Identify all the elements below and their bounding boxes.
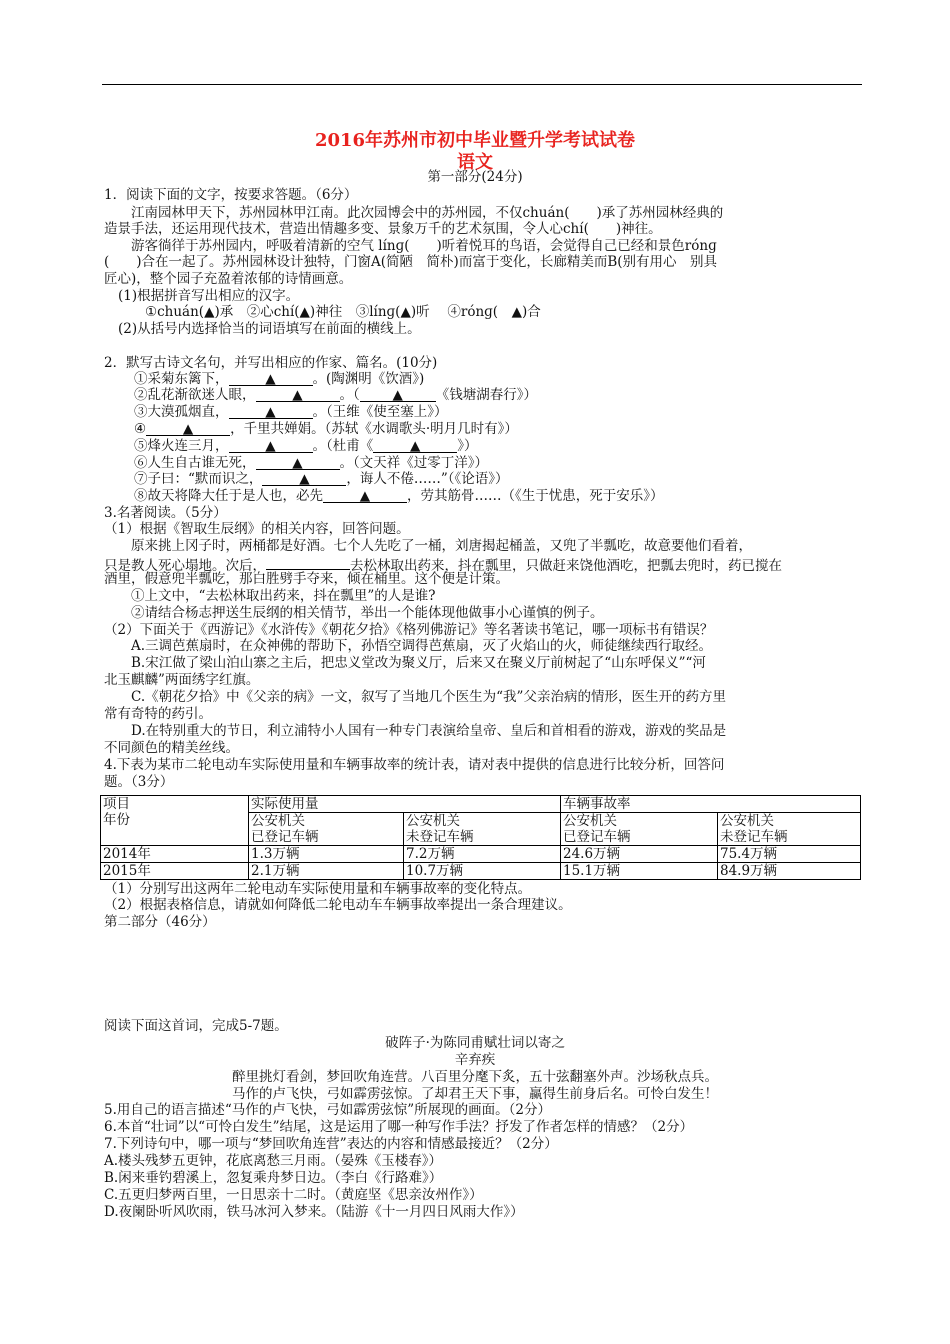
q2-line: ⑧故天将降大任于是人也，必先 ▲ ，劳其筋骨……（《生于忧患，死于安乐》）	[134, 488, 664, 504]
q4-sub1: （1）分别写出这两年二轮电动车实际使用量和车辆事故率的变化特点。	[104, 881, 532, 897]
poem-line: 马作的卢飞快，弓如霹雳弦惊。了却君王天下事，赢得生前身后名。可怜白发生！	[232, 1086, 718, 1102]
part1-heading: 第一部分(24分)	[427, 169, 523, 185]
table-header-cell: 公安机关 未登记车辆	[718, 813, 861, 846]
table-cell: 75.4万辆	[718, 846, 861, 863]
q2-line: ⑤烽火连三月， ▲ 。（杜甫《 ▲ 》）	[134, 438, 478, 454]
q3-option-d: 不同颜色的精美丝线。	[104, 740, 239, 756]
answer-blank[interactable]: ▲	[229, 437, 313, 453]
answer-blank[interactable]: ▲	[323, 487, 407, 503]
table-header-cell: 车辆事故率	[561, 796, 861, 813]
answer-blank[interactable]: ▲	[146, 420, 230, 436]
table-row	[101, 846, 861, 863]
answer-blank[interactable]: ▲	[373, 437, 457, 453]
poem-title: 破阵子·为陈同甫赋壮词以寄之	[385, 1035, 565, 1051]
subject-title: 语文	[457, 152, 493, 173]
answer-blank[interactable]: ▲	[360, 386, 436, 402]
exam-title: 2016年苏州市初中毕业暨升学考试试卷	[314, 130, 636, 151]
q1-paragraph-line: 江南园林甲天下，苏州园林甲江南。此次园博会中的苏州园，不仅chuán( )承了苏州园林经典的	[131, 205, 724, 221]
table-cell: 1.3万辆	[249, 846, 404, 863]
q7-option-d: D.夜阑卧听风吹雨，铁马冰河入梦来。（陆游《十一月四日风雨大作》）	[104, 1204, 524, 1220]
table-cell: 2014年	[101, 846, 249, 863]
q2-line: ⑥人生自古谁无死， ▲ 。（文天祥《过零丁洋》）	[134, 455, 488, 471]
q2-line: ①采菊东篱下， ▲ 。(陶渊明《饮酒》)	[134, 371, 425, 387]
q3-option-c: C.《朝花夕拾》中《父亲的病》一文，叙写了当地几个医生为“我”父亲治病的情形，医生开的药方里	[131, 689, 726, 705]
answer-blank[interactable]: ▲	[256, 454, 340, 470]
q6: 6.本首“壮词”以“可怜白发生”结尾，这是运用了哪一种写作手法？抒发了作者怎样的情感？（2分）	[104, 1119, 694, 1135]
header-rule	[102, 84, 862, 85]
part2-heading: 第二部分（46分）	[104, 914, 216, 930]
q2-line: ②乱花渐欲迷人眼， ▲ 。（ ▲ 《钱塘湖春行》）	[134, 387, 537, 403]
q2-line: ③大漠孤烟直， ▲ 。（王维《使至塞上》）	[134, 404, 448, 420]
poem-intro: 阅读下面这首词，完成5-7题。	[104, 1018, 288, 1034]
q4-heading: 题。（3分）	[104, 774, 174, 790]
q7-option-a: A.楼头残梦五更钟，花底离愁三月雨。（晏殊《玉楼春》）	[104, 1153, 443, 1169]
table-header-cell: 公安机关 未登记车辆	[404, 813, 561, 846]
q4-heading: 4.下表为某市二轮电动车实际使用量和车辆事故率的统计表，请对表中提供的信息进行比较分析，回答问	[104, 757, 725, 773]
q3-heading: 3.名著阅读。（5分）	[104, 505, 227, 521]
poem-author: 辛弃疾	[454, 1052, 496, 1068]
q3-excerpt-line: 原来挑上冈子时，两桶都是好酒。七个人先吃了一桶，刘唐揭起桶盖，又兜了半瓢吃，故意要他们看着，	[131, 538, 752, 554]
q2-heading: 2．默写古诗文名句，并写出相应的作家、篇名。(10分)	[104, 355, 438, 371]
q3-sub1: （1）根据《智取生辰纲》的相关内容，回答问题。	[104, 521, 410, 537]
q1-sub1-items: ①chuán(▲)承 ②心chí(▲)神往 ③línɡ(▲)听 ④rónɡ( ▲)合	[145, 304, 541, 320]
q5: 5.用自己的语言描述“马作的卢飞快，弓如霹雳弦惊”所展现的画面。（2分）	[104, 1102, 552, 1118]
q1-sub2: (2)从括号内选择恰当的词语填写在前面的横线上。	[118, 321, 421, 337]
table-cell: 2015年	[101, 863, 249, 880]
table-cell: 24.6万辆	[561, 846, 718, 863]
q3-option-c: 常有奇特的药引。	[104, 706, 212, 722]
q3-option-b: 北玉麒麟”两面绣字红旗。	[104, 672, 260, 688]
q1-heading: 1．阅读下面的文字，按要求答题。（6分）	[104, 187, 358, 203]
poem-line: 醉里挑灯看剑，梦回吹角连营。八百里分麾下炙，五十弦翻塞外声。沙场秋点兵。	[232, 1069, 718, 1085]
table-header-cell: 实际使用量	[249, 796, 561, 813]
table-header-cell: 公安机关 已登记车辆	[561, 813, 718, 846]
answer-blank[interactable]: ▲	[229, 370, 313, 386]
q3-option-a: A.三调芭蕉扇时，在众神佛的帮助下，孙悟空调得芭蕉扇，灭了火焰山的火，师徒继续西行取经。	[131, 638, 713, 654]
q2-line: ⑦子曰：“默而识之， ▲ ，诲人不倦……”（《论语》）	[134, 471, 509, 487]
table-cell: 7.2万辆	[404, 846, 561, 863]
q2-line: ④ ▲ ，千里共婵娟。（苏轼《水调歌头·明月几时有》）	[134, 421, 518, 437]
answer-blank[interactable]: ▲	[229, 403, 313, 419]
q1-paragraph-line: 造景手法，还运用现代技术，营造出情趣多变、景象万千的艺术氛围，令人心chí( )神往。	[104, 221, 662, 237]
answer-blank[interactable]: ▲	[256, 386, 340, 402]
table-row	[101, 863, 861, 880]
q1-paragraph-line: ( )合在一起了。苏州园林设计独特，门窗A(简陋 简朴)而富于变化，长廊精美而B(别有用心 别具	[104, 254, 718, 270]
q3-sub2: （2）下面关于《西游记》《水浒传》《朝花夕拾》《格列佛游记》等名著读书笔记，哪一项标书有错误？	[104, 622, 714, 638]
q7-heading: 7.下列诗句中，哪一项与“梦回吹角连营”表达的内容和情感最接近？（2分）	[104, 1136, 558, 1152]
q1-paragraph-line: 匠心)，整个园子充盈着浓郁的诗情画意。	[104, 271, 353, 287]
q3-question: ①上文中，“去松林取出药来，抖在瓢里”的人是谁?	[131, 588, 436, 604]
table-header-cell: 项目 年份	[101, 796, 249, 846]
q3-option-b: B.宋江做了梁山泊山寨之主后，把忠义堂改为聚义厅，后来又在聚义厅前树起了“山东呼保义”“河	[131, 655, 706, 671]
q3-excerpt-line: 只是教人死心塌地。次后， 去松林取出药来，抖在瓢里，只做赶来饶他酒吃，把瓢去兜时，药已搅在	[104, 554, 782, 575]
q7-option-b: B.闲来垂钓碧溪上，忽复乘舟梦日边。（李白《行路难》）	[104, 1170, 443, 1186]
q1-paragraph-line: 游客徜徉于苏州园内，呼吸着清新的空气 línɡ( )听着悦耳的鸟语，会觉得自己已经和景色rónɡ	[131, 238, 717, 254]
q3-option-d: D.在特别重大的节日，利立浦特小人国有一种专门表演给皇帝、皇后和首相看的游戏，游戏的奖品是	[131, 723, 727, 739]
answer-blank[interactable]	[266, 554, 350, 570]
table-cell: 2.1万辆	[249, 863, 404, 880]
answer-blank[interactable]: ▲	[262, 470, 346, 486]
table-cell: 10.7万辆	[404, 863, 561, 880]
table-cell: 15.1万辆	[561, 863, 718, 880]
q4-sub2: （2）根据表格信息，请就如何降低二轮电动车车辆事故率提出一条合理建议。	[104, 897, 572, 913]
table-cell: 84.9万辆	[718, 863, 861, 880]
q1-sub1: (1)根据拼音写出相应的汉字。	[118, 288, 300, 304]
q3-excerpt-line: 酒里，假意兜半瓢吃，那白胜劈手夺来，倾在桶里。这个便是计策。	[104, 571, 509, 587]
statistics-table	[100, 795, 861, 880]
q3-question: ②请结合杨志押送生辰纲的相关情节，举出一个能体现他做事小心谨慎的例子。	[131, 605, 604, 621]
q7-option-c: C.五更归梦两百里，一日思亲十二时。（黄庭坚《思亲汝州作》）	[104, 1187, 483, 1203]
table-header-row	[101, 796, 861, 813]
table-header-cell: 公安机关 已登记车辆	[249, 813, 404, 846]
